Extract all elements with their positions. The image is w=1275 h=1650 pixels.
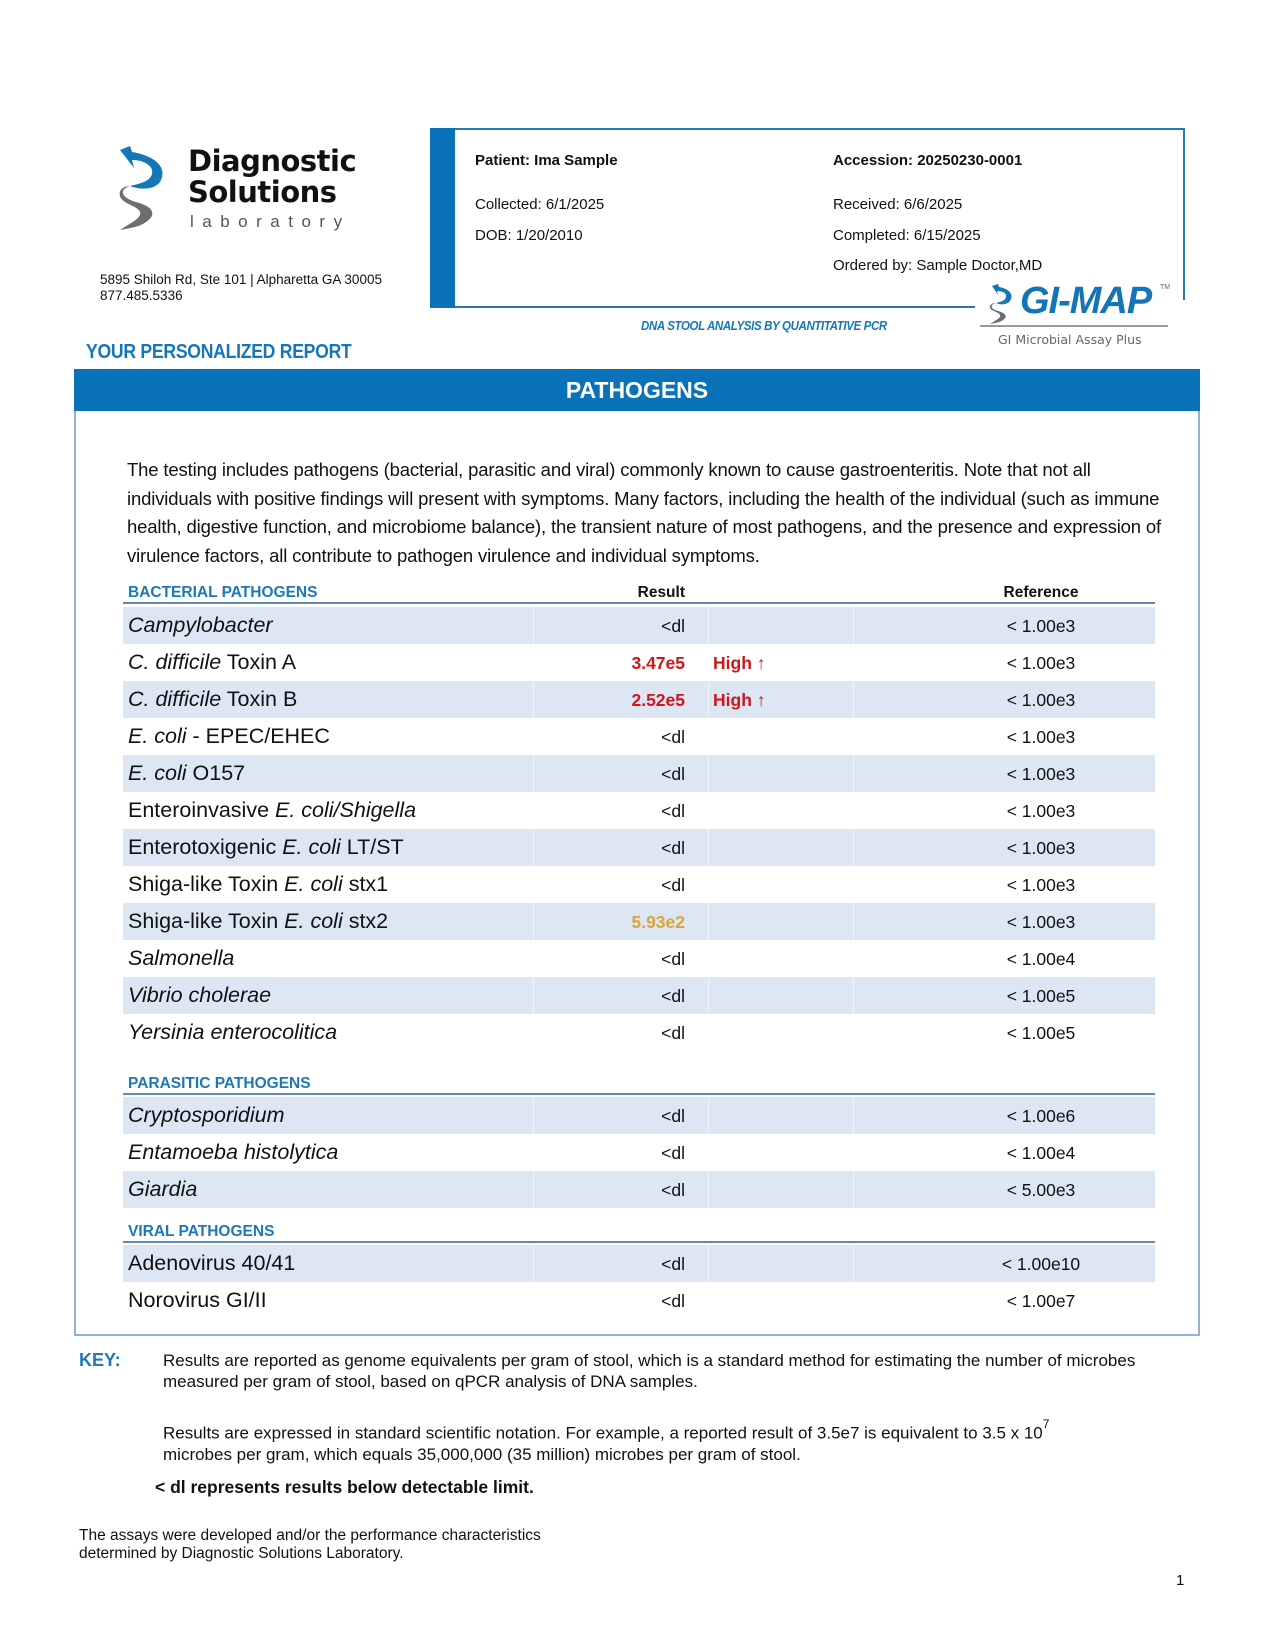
collected-date: Collected: 6/1/2025 (475, 196, 605, 213)
pathogen-name (128, 872, 388, 897)
gimap-logo-icon (988, 284, 1018, 324)
detection-limit-note: < dl represents results below detectable limit. (155, 1477, 534, 1497)
dob: DOB: 1/20/2010 (475, 227, 583, 244)
cell-divider (708, 829, 709, 866)
pathogen-name-part: Entamoeba histolytica (128, 1140, 339, 1164)
pathogen-name-part: Enteroinvasive (128, 798, 275, 822)
footer-line-2: determined by Diagnostic Solutions Laboratory. (79, 1545, 404, 1562)
lab-logo (116, 146, 396, 236)
cell-divider (853, 1282, 854, 1319)
intro-paragraph: The testing includes pathogens (bacterial, parasitic and viral) commonly known to cause gastroenteritis. Note that not all individuals with positive findings will present with symptoms. Many factors, including the health of the individual (such as immune health, digestive function, and microbiome balance), the transient nature of most pathogens, and the presence and expression of virulence factors, all contribute to pathogen virulence and individual symptoms. (127, 459, 1162, 566)
reference-value: < 1.00e3 (1006, 616, 1076, 636)
pathogen-name-part: E. coli (284, 872, 343, 896)
pathogen-name-part: Cryptosporidium (128, 1103, 285, 1127)
result-value: <dl (661, 1254, 685, 1274)
cell-divider (533, 718, 534, 755)
pathogen-name-part: Toxin A (221, 650, 297, 674)
table-row (123, 1134, 1155, 1171)
pathogen-name-part: E. coli (284, 909, 343, 933)
reference-value: < 1.00e3 (1006, 875, 1076, 895)
cell-divider (708, 1014, 709, 1051)
pathogen-name (128, 1288, 267, 1313)
result-value: <dl (661, 838, 685, 858)
reference-value: < 1.00e3 (1006, 912, 1076, 932)
pathogen-name (128, 798, 416, 823)
result-value: 5.93e2 (631, 912, 685, 932)
received-date: Received: 6/6/2025 (833, 196, 963, 213)
pathogen-name-part: Shiga-like Toxin (128, 909, 285, 933)
pathogen-name-part: - EPEC/EHEC (186, 724, 330, 748)
cell-divider (708, 1245, 709, 1282)
pathogen-name (128, 613, 273, 638)
section-header-1 (123, 1073, 1155, 1095)
completed-date: Completed: 6/15/2025 (833, 227, 981, 244)
cell-divider (533, 1097, 534, 1134)
result-value: <dl (661, 1106, 685, 1126)
result-value: <dl (661, 949, 685, 969)
pathogen-name (128, 1103, 285, 1128)
pathogen-name-part: Vibrio cholerae (128, 983, 272, 1007)
pathogen-name-part: stx2 (342, 909, 389, 933)
cell-divider (708, 755, 709, 792)
gimap-logo-text: GI-MAP (1020, 280, 1152, 322)
cell-divider (853, 1014, 854, 1051)
pathogen-name-part: Toxin B (221, 687, 298, 711)
table-row (123, 718, 1155, 755)
table-row (123, 792, 1155, 829)
reference-value: < 1.00e4 (1006, 1143, 1076, 1163)
cell-divider (708, 607, 709, 644)
cell-divider (708, 718, 709, 755)
lab-name-line3: laboratory (190, 212, 351, 231)
cell-divider (533, 755, 534, 792)
pathogen-name-part: E. coli (282, 835, 341, 859)
table-row (123, 1097, 1155, 1134)
cell-divider (853, 1245, 854, 1282)
cell-divider (533, 829, 534, 866)
key-label: KEY: (79, 1350, 121, 1370)
cell-divider (853, 1134, 854, 1171)
section-title: BACTERIAL PATHOGENS (128, 584, 318, 601)
result-value: 3.47e5 (631, 653, 685, 673)
reference-value: < 1.00e3 (1006, 764, 1076, 784)
pathogen-name-part: stx1 (342, 872, 389, 896)
pathogen-name (128, 1177, 197, 1202)
pathogen-name-part: Campylobacter (128, 613, 273, 637)
patient-box-accent-bar (430, 128, 455, 308)
pathogen-name-part: LT/ST (340, 835, 404, 859)
cell-divider (708, 681, 709, 718)
pathogen-name-part: Enterotoxigenic (128, 835, 283, 859)
cell-divider (853, 644, 854, 681)
accession-number: Accession: 20250230-0001 (833, 152, 1023, 169)
cell-divider (853, 903, 854, 940)
pathogen-name (128, 983, 271, 1008)
result-value: <dl (661, 801, 685, 821)
table-row (123, 755, 1155, 792)
gimap-divider (980, 325, 1168, 327)
cell-divider (708, 940, 709, 977)
pathogen-name-part: E. coli (128, 724, 187, 748)
cell-divider (708, 1134, 709, 1171)
reference-value: < 1.00e6 (1006, 1106, 1076, 1126)
pathogen-name (128, 909, 388, 934)
personalized-report-heading: YOUR PERSONALIZED REPORT (86, 341, 352, 363)
table-row (123, 977, 1155, 1014)
pathogen-name (128, 1140, 338, 1165)
cell-divider (708, 792, 709, 829)
lab-address-block (100, 272, 382, 304)
lab-phone: 877.485.5336 (100, 288, 183, 303)
pathogen-name-part: Shiga-like Toxin (128, 872, 285, 896)
reference-value: < 1.00e5 (1006, 1023, 1076, 1043)
cell-divider (853, 792, 854, 829)
patient-name: Patient: Ima Sample (475, 152, 618, 169)
cell-divider (853, 940, 854, 977)
cell-divider (708, 1171, 709, 1208)
pathogen-name-part: O157 (186, 761, 246, 785)
lab-address: 5895 Shiloh Rd, Ste 101 | Alpharetta GA 30005 (100, 272, 382, 287)
footer-line-1: The assays were developed and/or the performance characteristics (79, 1527, 541, 1544)
cell-divider (853, 866, 854, 903)
section-header-2 (123, 1221, 1155, 1243)
result-value: <dl (661, 764, 685, 784)
reference-value: < 1.00e3 (1006, 653, 1076, 673)
result-column-header: Result (637, 584, 685, 601)
reference-value: < 1.00e3 (1006, 690, 1076, 710)
pathogen-name (128, 724, 330, 749)
footer-note (79, 1527, 541, 1563)
result-value: 2.52e5 (631, 690, 685, 710)
ordered-by: Ordered by: Sample Doctor,MD (833, 257, 1043, 274)
cell-divider (853, 681, 854, 718)
section-title: PARASITIC PATHOGENS (128, 1075, 311, 1092)
result-value: <dl (661, 986, 685, 1006)
pathogen-name (128, 687, 297, 712)
cell-divider (533, 792, 534, 829)
gimap-subtitle: GI Microbial Assay Plus (998, 332, 1142, 347)
lab-name-line2: Solutions (188, 175, 337, 209)
pathogen-name-part: E. coli (128, 761, 187, 785)
cell-divider (533, 940, 534, 977)
pathogen-name-part: Yersinia enterocolitica (128, 1020, 338, 1044)
result-value: <dl (661, 1143, 685, 1163)
cell-divider (708, 1097, 709, 1134)
cell-divider (533, 977, 534, 1014)
pathogen-name-part: Adenovirus 40/41 (128, 1251, 296, 1275)
high-flag: High ↑ (713, 690, 766, 710)
table-row (123, 644, 1155, 681)
cell-divider (853, 829, 854, 866)
cell-divider (708, 977, 709, 1014)
section-header-0 (123, 582, 1155, 604)
result-value: <dl (661, 1023, 685, 1043)
cell-divider (853, 1171, 854, 1208)
key-paragraph-2 (163, 1418, 1163, 1465)
pathogen-name-part: Salmonella (128, 946, 235, 970)
table-row (123, 1014, 1155, 1051)
cell-divider (533, 866, 534, 903)
reference-value: < 1.00e7 (1006, 1291, 1076, 1311)
pathogen-name-part: Giardia (128, 1177, 198, 1201)
cell-divider (708, 903, 709, 940)
cell-divider (708, 866, 709, 903)
lab-name-line1: Diagnostic (188, 144, 357, 178)
table-row (123, 1282, 1155, 1319)
cell-divider (533, 1282, 534, 1319)
gimap-trademark: TM (1160, 284, 1171, 291)
pathogen-name (128, 946, 234, 971)
table-row (123, 607, 1155, 644)
result-value: <dl (661, 616, 685, 636)
cell-divider (533, 644, 534, 681)
cell-divider (533, 903, 534, 940)
reference-value: < 1.00e4 (1006, 949, 1076, 969)
reference-value: < 1.00e3 (1006, 838, 1076, 858)
key-paragraph-2a: Results are expressed in standard scientific notation. For example, a reported result of 3.5e7 is equivalent to 3.5 x 10 (163, 1423, 1043, 1443)
pathogen-name (128, 1020, 337, 1045)
pathogen-name (128, 761, 245, 786)
page-number: 1 (1176, 1572, 1185, 1589)
high-flag: High ↑ (713, 653, 766, 673)
table-row (123, 866, 1155, 903)
pathogen-name-part: Norovirus GI/II (128, 1288, 267, 1312)
reference-value: < 1.00e10 (1001, 1254, 1081, 1274)
table-row (123, 829, 1155, 866)
result-value: <dl (661, 727, 685, 747)
cell-divider (533, 1171, 534, 1208)
pathogen-name-part: C. difficile (128, 687, 222, 711)
pathogen-name-part: E. coli/Shigella (275, 798, 417, 822)
table-row (123, 681, 1155, 718)
reference-value: < 5.00e3 (1006, 1180, 1076, 1200)
lab-logo-icon (116, 146, 176, 230)
reference-value: < 1.00e5 (1006, 986, 1076, 1006)
analysis-caption: DNA STOOL ANALYSIS BY QUANTITATIVE PCR (641, 319, 887, 333)
cell-divider (533, 1134, 534, 1171)
key-paragraph-1: Results are reported as genome equivalents per gram of stool, which is a standard method for estimating the number of microbes measured per gram of stool, based on qPCR analysis of DNA samples. (163, 1351, 1136, 1391)
table-row (123, 903, 1155, 940)
cell-divider (533, 607, 534, 644)
cell-divider (853, 755, 854, 792)
cell-divider (853, 718, 854, 755)
cell-divider (533, 1014, 534, 1051)
pathogen-name (128, 1251, 295, 1276)
gimap-logo (980, 280, 1180, 350)
cell-divider (853, 1097, 854, 1134)
key-exponent: 7 (1042, 1417, 1050, 1431)
reference-value: < 1.00e3 (1006, 801, 1076, 821)
reference-value: < 1.00e3 (1006, 727, 1076, 747)
pathogen-name (128, 835, 404, 860)
result-value: <dl (661, 1291, 685, 1311)
result-value: <dl (661, 875, 685, 895)
cell-divider (708, 1282, 709, 1319)
pathogen-name-part: C. difficile (128, 650, 222, 674)
table-row (123, 1171, 1155, 1208)
table-row (123, 1245, 1155, 1282)
cell-divider (708, 644, 709, 681)
reference-column-header: Reference (1003, 584, 1079, 601)
cell-divider (533, 1245, 534, 1282)
cell-divider (853, 607, 854, 644)
section-title: VIRAL PATHOGENS (128, 1223, 275, 1240)
table-row (123, 940, 1155, 977)
section-banner-title: PATHOGENS (74, 369, 1200, 411)
cell-divider (853, 977, 854, 1014)
result-value: <dl (661, 1180, 685, 1200)
cell-divider (533, 681, 534, 718)
pathogen-name (128, 650, 296, 675)
key-paragraph-2b: microbes per gram, which equals 35,000,000 (35 million) microbes per gram of stool. (163, 1444, 801, 1464)
